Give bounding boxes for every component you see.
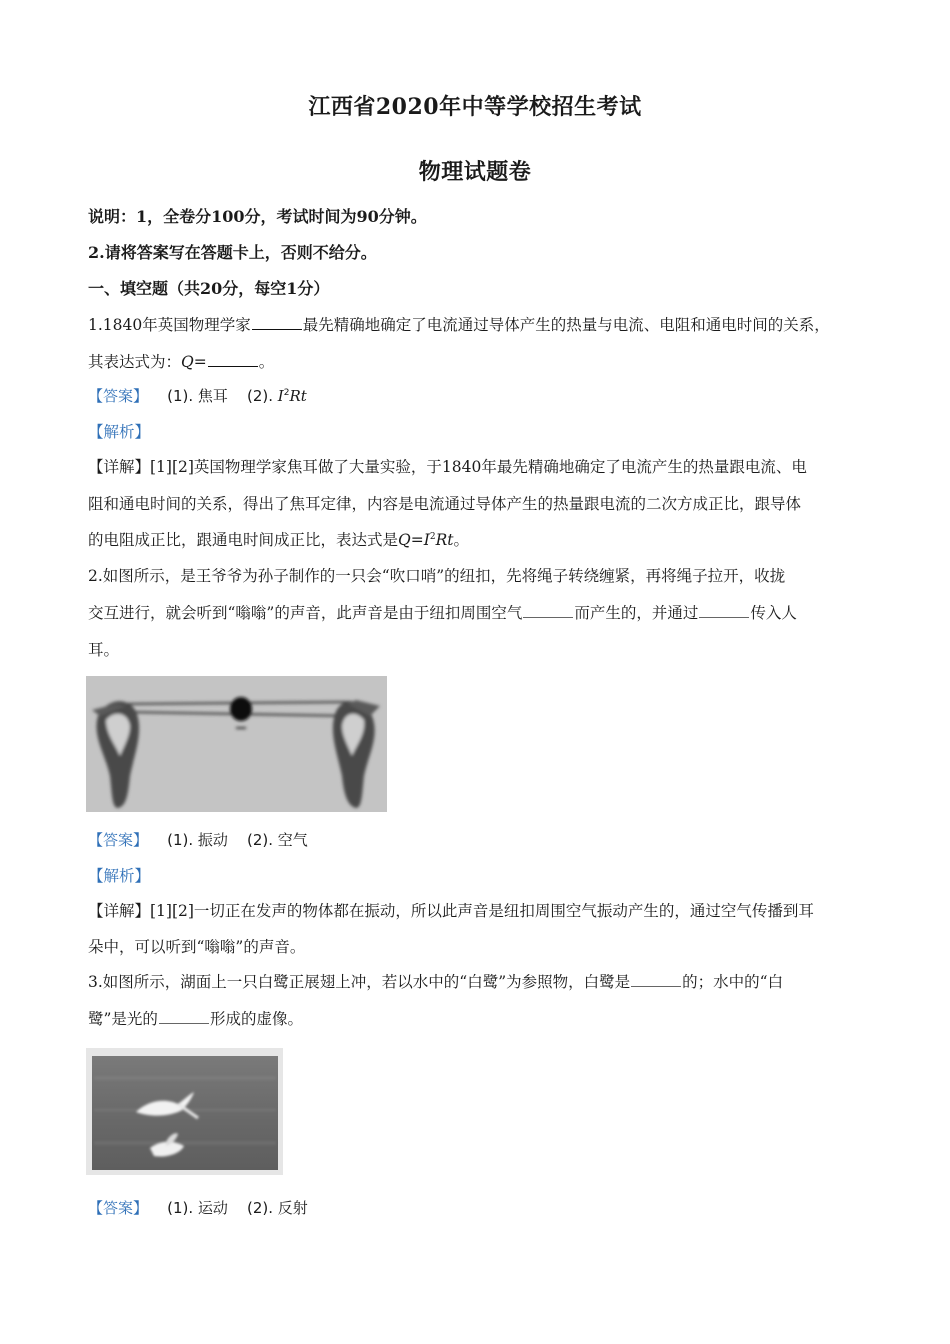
question-3-line-2: 鹭”是光的 形成的虚像。	[88, 1010, 303, 1028]
instruction-1: 说明：1，全卷分100分，考试时间为90分钟。	[88, 207, 427, 226]
answer-blank	[523, 603, 573, 618]
exam-subtitle: 物理试题卷	[418, 159, 532, 185]
question-1-detail-2: 阻和通电时间的关系，得出了焦耳定律，内容是电流通过导体产生的热量跟电流的二次方成正比，跟导体	[88, 495, 802, 513]
question-3-answer: 【答案】 (1). 运动 (2). 反射	[88, 1199, 308, 1217]
question-2-detail-1: 【详解】[1][2]一切正在发声的物体都在振动，所以此声音是纽扣周围空气振动产生的，通过空气传播到耳	[88, 902, 814, 920]
question-1-detail-3: 的电阻成正比，跟通电时间成正比，表达式是$Q=I^2Rt$。	[88, 531, 470, 549]
question-1-line-2: 其表达式为：Q= 。	[88, 353, 275, 371]
question-2-detail-2: 朵中，可以听到“嗡嗡”的声音。	[88, 938, 306, 956]
exam-title: 江西省2020年中等学校招生考试	[308, 94, 642, 120]
question-1-line-1: 1.1840年英国物理学家 最先精确地确定了电流通过导体产生的热量与电流、电阻和通电时间的关系，	[88, 316, 830, 334]
question-2-analysis-label: 【解析】	[88, 867, 151, 885]
section-heading: 一、填空题（共20分，每空1分）	[88, 279, 330, 298]
answer-blank	[631, 972, 681, 987]
question-3-line-1: 3.如图所示，湖面上一只白鹭正展翅上冲，若以水中的“白鹭”为参照物，白鹭是 的；水中的“白	[88, 973, 784, 991]
instruction-2: 2.请将答案写在答题卡上，否则不给分。	[88, 243, 377, 262]
answer-blank	[699, 603, 749, 618]
button-whistle-figure	[86, 676, 387, 812]
question-2-line-3: 耳。	[88, 641, 120, 659]
answer-blank	[252, 315, 302, 330]
egret-reflection-figure	[86, 1048, 283, 1175]
question-1-analysis-label: 【解析】	[88, 423, 151, 441]
question-1-answer: 【答案】 (1). 焦耳 (2). $I^2Rt$	[88, 387, 307, 405]
question-2-line-1: 2.如图所示，是王爷爷为孙子制作的一只会“吹口哨”的纽扣，先将绳子转绕缠紧，再将绳子拉开，收拢	[88, 567, 786, 585]
answer-blank	[159, 1009, 209, 1024]
question-2-answer: 【答案】 (1). 振动 (2). 空气	[88, 831, 308, 849]
answer-blank	[208, 352, 258, 367]
question-2-line-2: 交互进行，就会听到“嗡嗡”的声音，此声音是由于纽扣周围空气 而产生的，并通过 传入人	[88, 604, 797, 622]
question-1-detail-1: 【详解】[1][2]英国物理学家焦耳做了大量实验，于1840年最先精确地确定了电流产生的热量跟电流、电	[88, 458, 807, 476]
